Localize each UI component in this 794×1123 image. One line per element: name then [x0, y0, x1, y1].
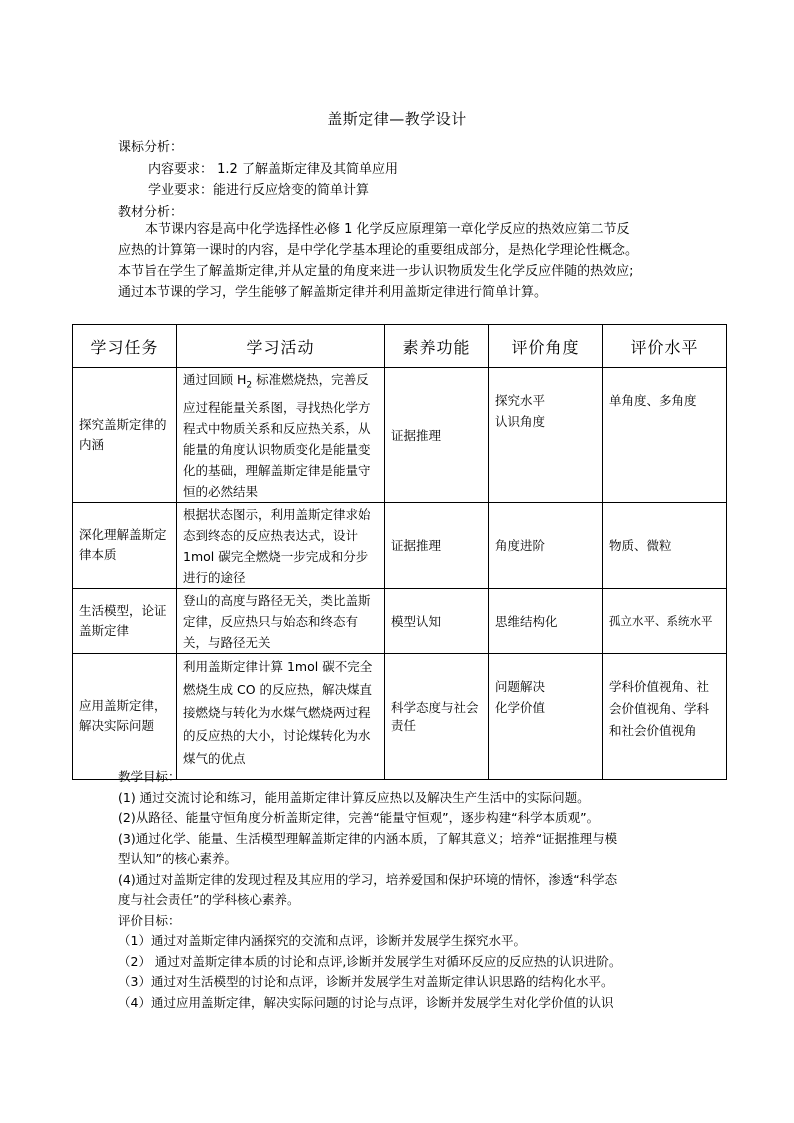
- goal-item: 型认知”的核心素养。: [118, 851, 237, 866]
- eval-goal-item: （2） 通过对盖斯定律本质的讨论和点评,诊断并发展学生对循环反应的反应热的认识进阶。: [118, 953, 622, 969]
- activity-text: 标准燃烧热，完善反应过程能量关系图，寻找热化学方程式中物质关系和反应热关系，从能量的角度认识物质变化是能量变化的基础，理解盖斯定律是能量守恒的必然结果: [183, 372, 371, 499]
- textbook-analysis-paragraph: [118, 219, 698, 303]
- activity-cell: [177, 368, 385, 503]
- activity-cell: 根据状态图示，利用盖斯定律求始态到终态的反应热表达式，设计 1mol 碳完全燃烧一步完成和分步进行的途径: [177, 502, 385, 588]
- header-function: 素养功能: [385, 325, 489, 368]
- goal-item: (2)从路径、能量守恒角度分析盖斯定律，完善“能量守恒观”，逐步构建“科学本质观”。: [118, 810, 600, 825]
- textbook-line: 应热的计算第一课时的内容，是中学化学基本理论的重要组成部分，是热化学理论性概念。: [118, 243, 639, 258]
- eval-goal-item: （1）通过对盖斯定律内涵探究的交流和点评，诊断并发展学生探究水平。: [118, 933, 526, 948]
- standards-heading: 课标分析：: [118, 140, 184, 155]
- eval-goal-item: （4）通过应用盖斯定律，解决实际问题的讨论与点评，诊断并发展学生对化学价值的认识: [118, 994, 614, 1010]
- textbook-line: 本节课内容是高中化学选择性必修 1 化学反应原理第一章化学反应的热效应第二节反: [145, 222, 630, 237]
- function-cell: 模型认知: [385, 588, 489, 653]
- activity-text: 通过回顾 H: [183, 372, 247, 387]
- textbook-line: 本节旨在学生了解盖斯定律,并从定量的角度来进一步认识物质发生化学反应伴随的热效应;: [118, 264, 634, 279]
- angle-cell: 探究水平 认识角度: [489, 368, 603, 503]
- angle-cell: 角度进阶: [489, 502, 603, 588]
- level-cell: 单角度、多角度: [603, 368, 727, 503]
- goal-item: (4)通过对盖斯定律的发现过程及其应用的学习，培养爱国和保护环境的情怀，渗透“科学态: [118, 871, 618, 887]
- task-cell: 应用盖斯定律，解决实际问题: [73, 653, 177, 779]
- table-row: [73, 588, 727, 653]
- eval-goal-item: （3）通过对生活模型的讨论和点评，诊断并发展学生对盖斯定律认识思路的结构化水平。: [118, 974, 614, 989]
- subscript: 2: [246, 380, 253, 391]
- table-row: [73, 653, 727, 779]
- angle-cell: 思维结构化: [489, 588, 603, 653]
- teaching-plan-table: [72, 324, 727, 780]
- activity-cell: 利用盖斯定律计算 1mol 碳不完全燃烧生成 CO 的反应热，解决煤直接燃烧与转化为水煤气燃烧两过程的反应热的大小，讨论煤转化为水煤气的优点: [177, 653, 385, 779]
- table-header-row: [73, 325, 727, 368]
- goal-item: (3)通过化学、能量、生活模型理解盖斯定律的内涵本质，了解其意义；培养“证据推理与模: [118, 830, 618, 846]
- level-cell: 物质、微粒: [603, 502, 727, 588]
- level-cell: 学科价值视角、社会价值视角、学科和社会价值视角: [603, 653, 727, 779]
- goal-item: 度与社会责任”的学科核心素养。: [118, 892, 300, 907]
- function-cell: 证据推理: [385, 368, 489, 503]
- textbook-heading: 教材分析：: [118, 205, 184, 220]
- header-activity: 学习活动: [177, 325, 385, 368]
- eval-goals-heading: 评价目标：: [118, 912, 181, 928]
- page-title: 盖斯定律—教学设计: [327, 110, 467, 128]
- function-cell: 证据推理: [385, 502, 489, 588]
- table-row: [73, 368, 727, 503]
- function-cell: 科学态度与社会责任: [385, 653, 489, 779]
- header-angle: 评价角度: [489, 325, 603, 368]
- teaching-goals: [118, 767, 698, 1013]
- goal-item: (1) 通过交流讨论和练习，能用盖斯定律计算反应热以及解决生产生活中的实际问题。: [118, 789, 590, 805]
- textbook-line: 通过本节课的学习，学生能够了解盖斯定律并利用盖斯定律进行简单计算。: [118, 285, 548, 300]
- header-task: 学习任务: [73, 325, 177, 368]
- content-requirement: 内容要求： 1.2 了解盖斯定律及其简单应用: [148, 162, 398, 177]
- angle-cell: 问题解决 化学价值: [489, 653, 603, 779]
- goals-heading: 教学目标：: [118, 769, 181, 784]
- task-cell: 探究盖斯定律的内涵: [73, 368, 177, 503]
- level-cell: 孤立水平、系统水平: [603, 588, 727, 653]
- table-row: [73, 502, 727, 588]
- activity-cell: 登山的高度与路径无关，类比盖斯定律，反应热只与始态和终态有关，与路径无关: [177, 588, 385, 653]
- header-level: 评价水平: [603, 325, 727, 368]
- task-cell: 生活模型，论证盖斯定律: [73, 588, 177, 653]
- task-cell: 深化理解盖斯定律本质: [73, 502, 177, 588]
- academic-requirement: 学业要求：能进行反应焓变的简单计算: [148, 183, 370, 198]
